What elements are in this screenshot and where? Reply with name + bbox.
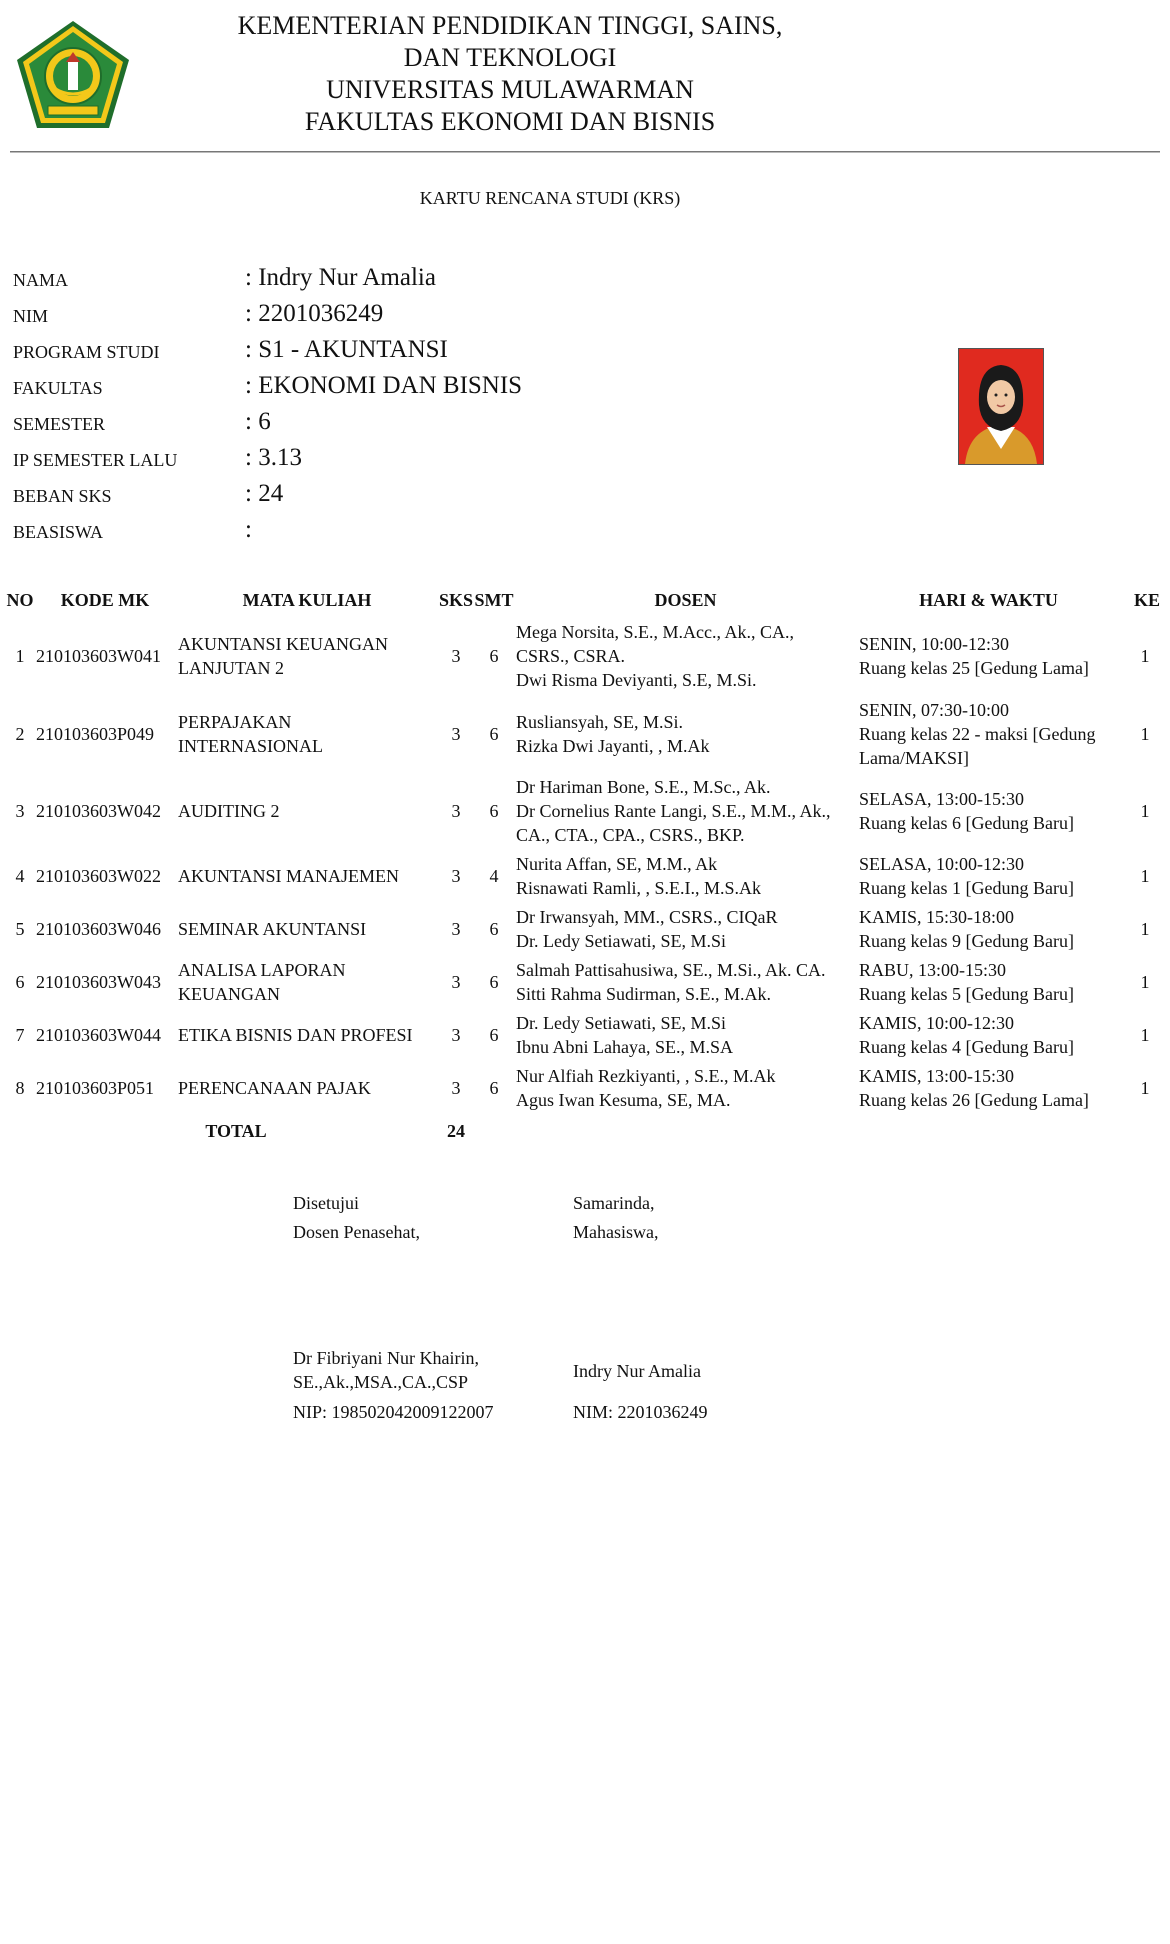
row-dosen: Nur Alfiah Rezkiyanti, , S.E., M.Ak Agus Iwan Kesuma, SE, MA. (516, 1065, 776, 1110)
info-label: IP SEMESTER LALU (13, 450, 178, 470)
row-smt: 6 (489, 1077, 499, 1098)
row-dosen: Rusliansyah, SE, M.Si. Rizka Dwi Jayanti, , M.Ak (516, 712, 710, 756)
row-mata-kuliah: PERENCANAAN PAJAK (178, 1077, 371, 1098)
info-label: NAMA (13, 270, 69, 290)
student-signature-name: Indry Nur Amalia (573, 1361, 701, 1381)
row-hari-waktu: SELASA, 13:00-15:30 Ruang kelas 6 [Gedung Baru] (859, 789, 1074, 833)
advisor-name: Dr Fibriyani Nur Khairin, SE.,Ak.,MSA.,CA.,CSP (293, 1348, 479, 1392)
table-row (6, 773, 1170, 849)
signature-right (573, 1189, 658, 1247)
row-sks: 3 (451, 865, 461, 886)
info-value: : (245, 516, 252, 543)
row-dosen: Dr. Ledy Setiawati, SE, M.Si Ibnu Abni Lahaya, SE., M.SA (516, 1012, 733, 1057)
row-no: 8 (15, 1077, 25, 1098)
info-label: NIM (13, 306, 48, 326)
row-ke: 1 (1140, 646, 1150, 666)
col-header-hari-waktu: HARI & WAKTU (919, 589, 1058, 610)
row-kode: 210103603W043 (36, 971, 161, 992)
row-kode: 210103603P051 (36, 1077, 155, 1098)
col-header-mata-kuliah: MATA KULIAH (242, 589, 372, 610)
row-dosen: Mega Norsita, S.E., M.Acc., Ak., CA., CSRS., CSRA. Dwi Risma Deviyanti, S.E, M.Si. (516, 622, 794, 690)
row-dosen: Salmah Pattisahusiwa, SE., M.Si., Ak. CA. Sitti Rahma Sudirman, S.E., M.Ak. (516, 959, 826, 1004)
row-hari-waktu: SELASA, 10:00-12:30 Ruang kelas 1 [Gedung Baru] (859, 853, 1074, 898)
signature-left-line1: Disetujui (293, 1193, 359, 1213)
row-hari-waktu: SENIN, 07:30-10:00 Ruang kelas 22 - maksi [Gedung Lama/MAKSI] (859, 700, 1096, 768)
table-row (6, 849, 1170, 902)
document-header (150, 10, 870, 138)
document-title: KARTU RENCANA STUDI (KRS) (419, 188, 681, 208)
table-row (6, 695, 1170, 773)
info-value: : S1 - AKUNTANSI (245, 336, 448, 363)
row-dosen: Dr Irwansyah, MM., CSRS., CIQaR Dr. Ledy Setiawati, SE, M.Si (516, 906, 778, 951)
row-ke: 1 (1140, 724, 1150, 744)
info-value: : 6 (245, 408, 271, 435)
row-sks: 3 (451, 646, 461, 666)
col-header-kode: KODE MK (60, 589, 150, 610)
row-smt: 6 (489, 1024, 499, 1045)
table-row (6, 1061, 1170, 1114)
row-sks: 3 (451, 801, 461, 821)
info-value: : 24 (245, 480, 284, 507)
row-sks: 3 (451, 724, 461, 744)
row-mata-kuliah: AUDITING 2 (178, 801, 280, 821)
table-row (6, 902, 1170, 955)
row-no: 3 (15, 801, 25, 821)
col-header-sks: SKS (438, 589, 474, 610)
row-dosen: Dr Hariman Bone, S.E., M.Sc., Ak. Dr Cornelius Rante Langi, S.E., M.M., Ak., CA., CTA., CPA., CSRS., BKP. (516, 777, 831, 845)
info-value: : EKONOMI DAN BISNIS (245, 372, 523, 399)
total-sks: 24 (447, 1121, 465, 1141)
row-kode: 210103603W041 (36, 646, 161, 666)
row-sks: 3 (451, 1077, 461, 1098)
row-kode: 210103603W046 (36, 918, 161, 939)
info-value: : Indry Nur Amalia (245, 264, 436, 291)
row-mata-kuliah: SEMINAR AKUNTANSI (178, 918, 367, 939)
info-label: FAKULTAS (13, 378, 103, 398)
row-mata-kuliah: AKUNTANSI KEUANGAN LANJUTAN 2 (178, 634, 389, 678)
table-header-row (6, 583, 1170, 617)
row-kode: 210103603P049 (36, 724, 155, 744)
row-smt: 6 (489, 971, 499, 992)
signature-left (293, 1189, 420, 1247)
row-no: 4 (15, 865, 25, 886)
row-mata-kuliah: ETIKA BISNIS DAN PROFESI (178, 1024, 413, 1045)
info-value: : 3.13 (245, 444, 302, 471)
col-header-no: NO (6, 589, 34, 610)
col-header-ke: KE (1134, 589, 1161, 610)
signature-left-line2: Dosen Penasehat, (293, 1222, 420, 1242)
header-ministry-line2: DAN TEKNOLOGI (403, 43, 617, 72)
row-mata-kuliah: ANALISA LAPORAN KEUANGAN (178, 959, 346, 1004)
info-label: BEBAN SKS (13, 486, 112, 506)
signature-right-line2: Mahasiswa, (573, 1222, 659, 1242)
row-kode: 210103603W042 (36, 801, 161, 821)
row-sks: 3 (451, 971, 461, 992)
row-hari-waktu: SENIN, 10:00-12:30 Ruang kelas 25 [Gedung Lama] (859, 634, 1089, 678)
header-ministry-line1: KEMENTERIAN PENDIDIKAN TINGGI, SAINS, (237, 11, 783, 40)
header-university: UNIVERSITAS MULAWARMAN (326, 75, 694, 104)
row-no: 7 (15, 1024, 25, 1045)
table-row (6, 1008, 1170, 1061)
row-smt: 6 (489, 801, 499, 821)
info-label: PROGRAM STUDI (13, 342, 160, 362)
university-logo (14, 18, 132, 132)
row-kode: 210103603W022 (36, 865, 161, 886)
header-divider (10, 151, 1160, 153)
row-smt: 6 (489, 646, 499, 666)
row-ke: 1 (1140, 971, 1150, 992)
row-ke: 1 (1140, 1024, 1150, 1045)
col-header-dosen: DOSEN (654, 589, 717, 610)
row-hari-waktu: KAMIS, 10:00-12:30 Ruang kelas 4 [Gedung Baru] (859, 1012, 1074, 1057)
row-mata-kuliah: AKUNTANSI MANAJEMEN (178, 865, 400, 886)
row-hari-waktu: RABU, 13:00-15:30 Ruang kelas 5 [Gedung Baru] (859, 959, 1074, 1004)
table-total-row (6, 1114, 1170, 1148)
student-signature-nim: NIM: 2201036249 (573, 1402, 708, 1422)
col-header-smt: SMT (474, 589, 514, 610)
header-faculty: FAKULTAS EKONOMI DAN BISNIS (304, 107, 716, 136)
row-ke: 1 (1140, 1077, 1150, 1098)
student-portrait-icon (959, 349, 1043, 464)
student-photo (958, 348, 1044, 465)
table-row (6, 617, 1170, 695)
advisor-nip: NIP: 198502042009122007 (293, 1402, 494, 1422)
row-sks: 3 (451, 1024, 461, 1045)
krs-course-table (6, 583, 1170, 1148)
total-label: TOTAL (205, 1121, 267, 1141)
row-kode: 210103603W044 (36, 1024, 161, 1045)
row-ke: 1 (1140, 918, 1150, 939)
row-no: 2 (15, 724, 25, 744)
row-sks: 3 (451, 918, 461, 939)
row-dosen: Nurita Affan, SE, M.M., Ak Risnawati Ramli, , S.E.I., M.S.Ak (516, 853, 762, 898)
signature-right-line1: Samarinda, (573, 1193, 655, 1213)
row-no: 6 (15, 971, 25, 992)
info-value: : 2201036249 (245, 300, 384, 327)
row-smt: 4 (489, 865, 499, 886)
info-label: SEMESTER (13, 414, 106, 434)
row-no: 5 (15, 918, 25, 939)
row-smt: 6 (489, 724, 499, 744)
row-mata-kuliah: PERPAJAKAN INTERNASIONAL (178, 712, 323, 756)
row-hari-waktu: KAMIS, 15:30-18:00 Ruang kelas 9 [Gedung Baru] (859, 906, 1074, 951)
row-no: 1 (15, 646, 25, 666)
info-label: BEASISWA (13, 522, 104, 542)
table-row (6, 955, 1170, 1008)
row-hari-waktu: KAMIS, 13:00-15:30 Ruang kelas 26 [Gedung Lama] (859, 1065, 1089, 1110)
row-ke: 1 (1140, 801, 1150, 821)
row-ke: 1 (1140, 865, 1150, 886)
row-smt: 6 (489, 918, 499, 939)
